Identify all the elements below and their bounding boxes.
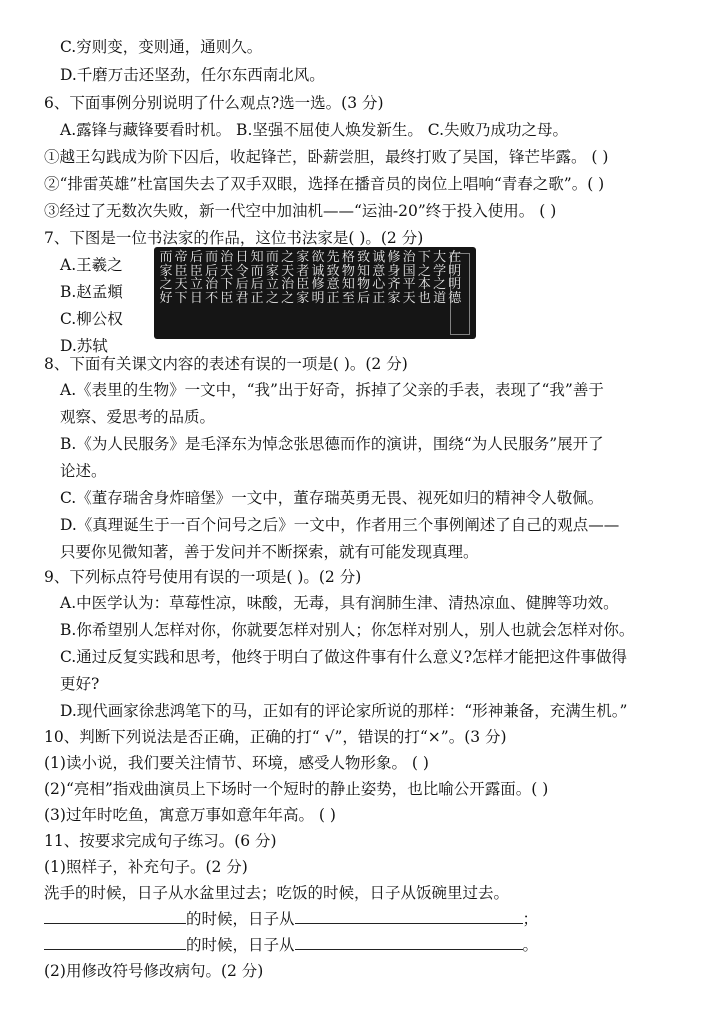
question-6-options: A.露锋与藏锋要看时机。 B.坚强不屈使人焕发新生。 C.失败乃成功之母。 [60, 121, 569, 139]
calligraphy-column: 而家之好 [159, 250, 173, 306]
question-6-item-1: ①越王勾践成为阶下囚后，收起锋芒，卧薪尝胆，最终打败了吴国，锋芒毕露。 ( ) [44, 148, 609, 166]
calligraphy-column: 欲诚修明 [311, 250, 325, 306]
calligraphy-column: 帝臣天下 [174, 250, 188, 306]
question-9-option-c-line1: C.通过反复实践和思考，他终于明白了做这件事有什么意义?怎样才能把这件事做得 [60, 648, 628, 666]
calligraphy-column: 后臣立日 [189, 250, 203, 306]
calligraphy-image [154, 247, 476, 339]
question-9-option-b: B.你希望别人怎样对你，你就要怎样对别人；你怎样对别人，别人也就会怎样对你。 [60, 621, 635, 639]
question-8: 8、下面有关课文内容的表述有误的一项是( )。(2 分) [44, 355, 408, 373]
calligraphy-column: 格物知至 [341, 250, 355, 306]
question-8-option-b-line2: 论述。 [60, 462, 107, 480]
question-11-part-1: (1)照样子，补充句子。(2 分) [44, 858, 248, 876]
calligraphy-column: 诚意心正 [372, 250, 386, 306]
fill-line-end: ； [522, 910, 539, 928]
calligraphy-column: 治国平天 [402, 250, 416, 306]
calligraphy-column: 而家立之 [265, 250, 279, 306]
answer-blank[interactable] [44, 909, 186, 924]
question-11-example: 洗手的时候，日子从水盆里过去；吃饭的时候，日子从饭碗里过去。 [44, 884, 510, 902]
question-10-item-1: (1)读小说，我们要关注情节、环境，感受人物形象。 ( ) [44, 754, 429, 772]
answer-blank[interactable] [295, 935, 523, 950]
question-9-option-d: D.现代画家徐悲鸿笔下的马，正如有的评论家所说的那样：“形神兼备，充满生机。” [60, 702, 628, 720]
calligraphy-column: 在明明德 [448, 250, 462, 306]
calligraphy-column: 家者臣家 [296, 250, 310, 306]
fill-line-end: 。 [522, 936, 539, 954]
calligraphy-column: 下之本也 [417, 250, 431, 306]
question-6-item-2: ②“排雷英雄”杜富国失去了双手双眼，选择在播音员的岗位上唱响“青春之歌”。( ) [44, 175, 605, 193]
calligraphy-column: 治天下臣 [220, 250, 234, 306]
question-7: 7、下图是一位书法家的作品，这位书法家是( )。(2 分) [44, 229, 424, 247]
question-6: 6、下面事例分别说明了什么观点?选一选。(3 分) [44, 94, 384, 112]
question-7-option-c: C.柳公权 [60, 310, 123, 328]
question-10: 10、判断下列说法是否正确，正确的打“ √”，错误的打“×”。(3 分) [44, 728, 507, 746]
calligraphy-column: 而后治不 [205, 250, 219, 306]
question-10-item-2: (2)“亮相”指戏曲演员上下场时一个短时的静止姿势，也比喻公开露面。( ) [44, 780, 549, 798]
fill-line-text: 的时候，日子从 [186, 936, 295, 954]
calligraphy-column: 先致意正 [326, 250, 340, 306]
fill-line-2 [44, 935, 538, 955]
question-8-option-a-line1: A.《表里的生物》一文中，“我”出于好奇，拆掉了父亲的手表，表现了“我”善于 [60, 381, 604, 399]
calligraphy-column: 修身齐家 [387, 250, 401, 306]
question-11-part-2: (2)用修改符号修改病句。(2 分) [44, 962, 264, 980]
calligraphy-column: 致知物后 [357, 250, 371, 306]
question-8-option-d-line1: D.《真理诞生于一百个问号之后》一文中，作者用三个事例阐述了自己的观点—— [60, 516, 620, 534]
question-9: 9、下列标点符号使用有误的一项是( )。(2 分) [44, 568, 362, 586]
calligraphy-column: 之天治之 [281, 250, 295, 306]
question-7-option-d: D.苏轼 [60, 337, 108, 355]
answer-blank[interactable] [295, 909, 523, 924]
question-10-item-3: (3)过年时吃鱼，寓意万事如意年年高。 ( ) [44, 806, 336, 824]
question-8-option-a-line2: 观察、爱思考的品质。 [60, 408, 216, 426]
fill-line-text: 的时候，日子从 [186, 910, 295, 928]
option-c: C.穷则变，变则通，通则久。 [60, 38, 263, 56]
question-11: 11、按要求完成句子练习。(6 分) [44, 832, 277, 850]
question-8-option-d-line2: 只要你见微知著，善于发问并不断探索，就有可能发现真理。 [60, 543, 479, 561]
option-d: D.千磨万击还坚劲，任尔东西南北风。 [60, 66, 325, 84]
question-6-item-3: ③经过了无数次失败，新一代空中加油机——“运油-20”终于投入使用。 ( ) [44, 202, 557, 220]
question-8-option-b-line1: B.《为人民服务》是毛泽东为悼念张思德而作的演讲，围绕“为人民服务”展开了 [60, 435, 604, 453]
calligraphy-column: 知而后正 [250, 250, 264, 306]
calligraphy-column: 大学之道 [433, 250, 447, 306]
question-8-option-c: C.《董存瑞舍身炸暗堡》一文中，董存瑞英勇无畏、视死如归的精神令人敬佩。 [60, 489, 604, 507]
question-7-option-b: B.赵孟頫 [60, 283, 123, 301]
question-9-option-a: A.中医学认为：草莓性凉，味酸，无毒，具有润肺生津、清热凉血、健脾等功效。 [60, 594, 619, 612]
answer-blank[interactable] [44, 935, 186, 950]
fill-line-1 [44, 909, 538, 929]
question-7-option-a: A.王羲之 [60, 256, 123, 274]
question-9-option-c-line2: 更好? [60, 675, 100, 693]
calligraphy-column: 日令后君 [235, 250, 249, 306]
